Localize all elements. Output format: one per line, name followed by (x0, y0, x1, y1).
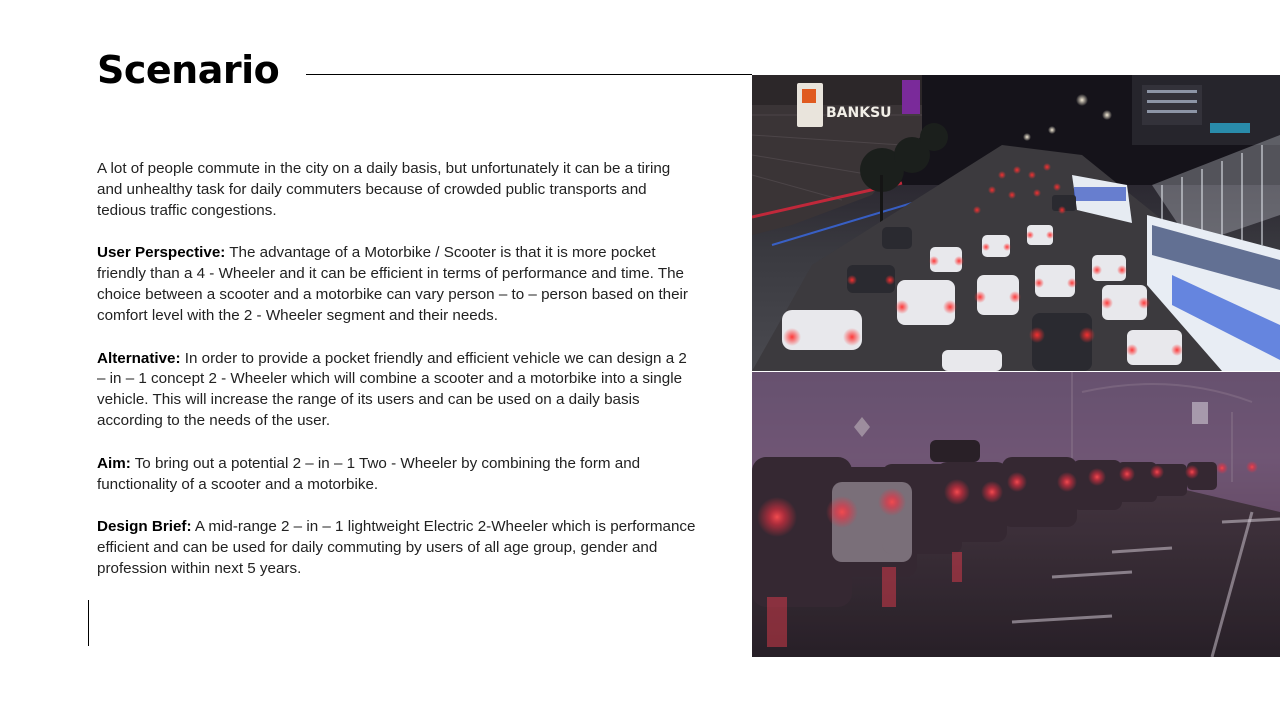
design-brief-paragraph (97, 517, 697, 579)
foggy-traffic-photo (752, 372, 1280, 657)
paragraph-label: Design Brief: (97, 518, 192, 536)
aim-paragraph (97, 454, 697, 496)
building-sign-text: BANKSU (826, 105, 892, 121)
paragraph-label: User Perspective: (97, 244, 226, 262)
paragraph-text: A lot of people commute in the city on a daily basis, but unfortunately it can be a tiring and unhealthy task for daily commuters because of crowded public transports and tedious traffic congestions. (97, 160, 671, 219)
intro-paragraph (97, 159, 697, 221)
accent-line (88, 600, 89, 646)
paragraph-text: To bring out a potential 2 – in – 1 Two - Wheeler by combining the form and functionality of a scooter and a motorbike. (97, 454, 641, 493)
paragraph-label: Alternative: (97, 349, 181, 367)
paragraph-label: Aim: (97, 454, 131, 472)
user-perspective-paragraph (97, 243, 697, 326)
night-traffic-photo (752, 75, 1280, 371)
slide-body (97, 159, 697, 602)
alternative-paragraph (97, 349, 697, 432)
paragraph-text: In order to provide a pocket friendly and efficient vehicle we can design a 2 – in – 1 concept 2 - Wheeler which will combine a scooter and a motorbike into a single vehicle. This will increase the range of its users and can be used on a daily basis according to the needs of the user. (97, 349, 687, 429)
title-divider (306, 74, 752, 75)
paragraph-text: The advantage of a Motorbike / Scooter is that it is more pocket friendly than a 4 - Wheeler and it can be efficient in terms of performance and time. The choice between a scooter and a motorbike can vary person – to – person based on their comfort level with the 2 - Wheeler segment and their needs. (97, 244, 688, 324)
slide-title: Scenario (97, 48, 280, 92)
paragraph-text: A mid-range 2 – in – 1 lightweight Electric 2-Wheeler which is performance efficient and can be used for daily commuting by users of all age group, gender and profession within next 5 years. (97, 518, 696, 577)
